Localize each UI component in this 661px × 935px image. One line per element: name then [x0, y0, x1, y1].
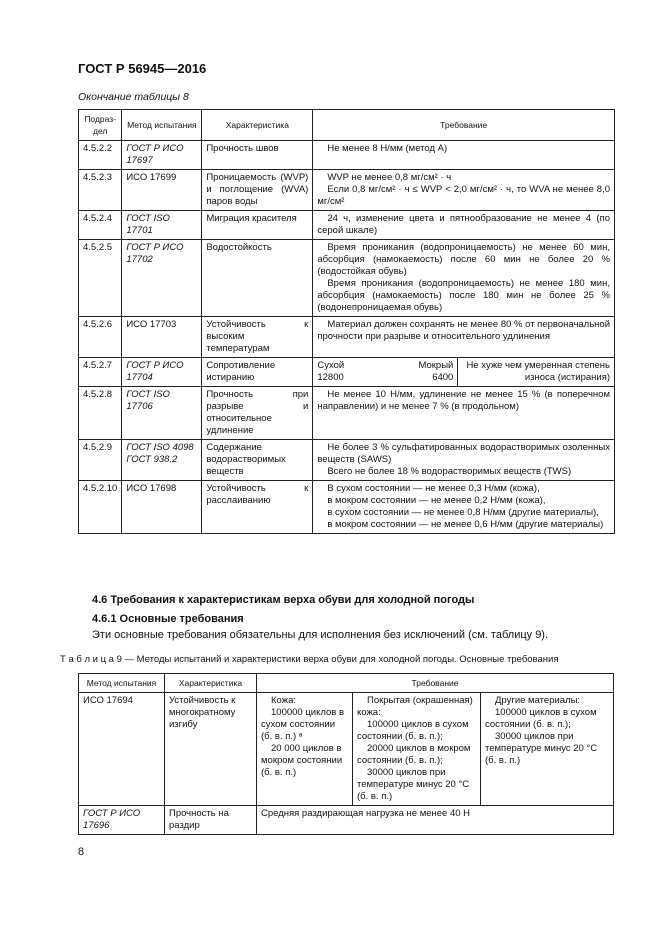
header-requirement: Требование [313, 110, 615, 141]
section-paragraph: Эти основные требования обязательны для исполнения без исключений (см. таблицу 9). [92, 629, 549, 641]
requirement-line: WVP не менее 0,8 мг/см² · ч [327, 172, 452, 183]
wet-label: Мокрый [418, 360, 454, 371]
table-9 [78, 673, 614, 835]
requirement-line: 100000 циклов в сухом состоянии (б. в. п.) ᵃ [261, 707, 345, 742]
abrasion-numbers [317, 372, 453, 384]
t9-header-requirement: Требование [257, 674, 614, 693]
row-characteristic: Проницаемость (WVP) и поглощение (WVA) паров воды [202, 170, 313, 211]
row-requirement [313, 141, 615, 170]
requirement-line: Время проникания (водопроницаемость) не менее 180 мин, абсорбция (намокаемость) после 180 мин не более 25 % (водонепроницаемая обувь) [317, 278, 610, 313]
row-section: 4.5.2.2 [79, 141, 122, 170]
table-row [79, 806, 614, 835]
requirement-line: 30000 циклов при температуре минус 20 °С (б. в. п.) [485, 731, 598, 766]
requirement-line: 100000 циклов в сухом состоянии (б. в. п.); [357, 719, 469, 742]
row-requirement [313, 481, 615, 534]
row-characteristic: Содержание водорастворимых веществ [202, 440, 313, 481]
table-row [79, 481, 615, 534]
table-row [79, 211, 615, 240]
requirement-line: Не менее 10 Н/мм, удлинение не менее 15 % (в поперечном направлении) и не менее 7 % (в продольном) [317, 389, 610, 412]
requirement-line: Не более 3 % сульфатированных водорастворимых озоленных веществ (SAWS) [317, 442, 610, 465]
table-row [79, 141, 615, 170]
table9-header-row [79, 674, 614, 693]
t9-header-method: Метод испытания [79, 674, 165, 693]
requirement-line: Время проникания (водопроницаемость) не менее 60 мин, абсорбция (намокаемость) после 60 мин не более 20 % (водостойкая обувь) [317, 242, 610, 277]
t9-col-coated-leather [353, 693, 481, 806]
table-row [79, 387, 615, 440]
row-section: 4.5.2.7 [79, 358, 122, 387]
requirement-line: Не менее 8 Н/мм (метод А) [327, 143, 448, 154]
table8-caption: Окончание таблицы 8 [78, 91, 189, 103]
row-section: 4.5.2.3 [79, 170, 122, 211]
dry-value: 12800 [317, 372, 344, 383]
abrasion-grid [313, 358, 614, 386]
row-characteristic: Прочность при разрыве и относительное удлинение [202, 387, 313, 440]
t9-characteristic: Устойчивость к многократному изгибу [165, 693, 257, 806]
t9-method: ИСО 17694 [79, 693, 165, 806]
table-row [79, 358, 615, 387]
row-section: 4.5.2.9 [79, 440, 122, 481]
table-8 [78, 109, 615, 534]
section-title: 4.6 Требования к характеристикам верха обуви для холодной погоды [92, 594, 475, 606]
abrasion-note: Не хуже чем умеренная степень износа (истирания) [466, 360, 610, 383]
t9-col-other-materials [481, 693, 614, 806]
row-characteristic: Устойчивость к высоким температурам [202, 317, 313, 358]
abrasion-values [313, 358, 458, 386]
header-section: Подраз-дел [79, 110, 122, 141]
table-row [79, 440, 615, 481]
t9-characteristic: Прочность на раздир [165, 806, 257, 835]
requirement-line: в сухом состоянии — не менее 0,8 Н/мм (другие материалы), [327, 507, 599, 518]
requirement-line: Всего не более 18 % водорастворимых веществ (TWS) [327, 466, 572, 477]
row-characteristic: Прочность швов [202, 141, 313, 170]
row-method: ИСО 17699 [122, 170, 202, 211]
requirement-line: В сухом состоянии — не менее 0,3 Н/мм (кожа), [327, 483, 540, 494]
row-method: ГОСТ Р ИСО 17702 [122, 240, 202, 317]
requirement-line: Материал должен сохранять не менее 80 % от первоначальной прочности при разрыве и относительного удлинения [317, 319, 611, 342]
requirement-line: 100000 циклов в сухом состоянии (б. в. п.); [485, 707, 597, 730]
table-row [79, 240, 615, 317]
requirement-line: Если 0,8 мг/см² · ч ≤ WVP < 2,0 мг/см² · ч, то WVA не менее 8,0 мг/см² [317, 184, 610, 207]
row-section: 4.5.2.10 [79, 481, 122, 534]
requirement-line: в мокром состоянии — не менее 0,6 Н/мм (другие материалы) [327, 519, 604, 530]
row-section: 4.5.2.6 [79, 317, 122, 358]
row-method: ГОСТ ISO 17706 [122, 387, 202, 440]
row-method: ГОСТ ISO 17701 [122, 211, 202, 240]
t9-method: ГОСТ Р ИСО 17696 [79, 806, 165, 835]
requirement-line: в мокром состоянии — не менее 0,2 Н/мм (кожа), [327, 495, 546, 506]
row-requirement [313, 387, 615, 440]
row-method: ГОСТ Р ИСО 17704 [122, 358, 202, 387]
t9-requirement: Средняя раздирающая нагрузка не менее 40 Н [257, 806, 614, 835]
document-header: ГОСТ Р 56945—2016 [78, 61, 207, 76]
row-characteristic: Устойчивость к расслаиванию [202, 481, 313, 534]
row-requirement [313, 317, 615, 358]
row-requirement [313, 358, 615, 387]
row-requirement [313, 440, 615, 481]
row-requirement [313, 211, 615, 240]
table9-caption: Т а б л и ц а 9 — Методы испытаний и характеристики верха обуви для холодной погоды. Основные требования [60, 654, 559, 665]
table-row [79, 170, 615, 211]
row-requirement [313, 240, 615, 317]
t9-col-leather [257, 693, 353, 806]
row-section: 4.5.2.4 [79, 211, 122, 240]
t9-header-characteristic: Характеристика [165, 674, 257, 693]
row-method: ИСО 17698 [122, 481, 202, 534]
header-characteristic: Характеристика [202, 110, 313, 141]
requirement-line: Кожа: [271, 695, 296, 706]
requirement-line: Покрытая (окрашенная) кожа: [357, 695, 473, 718]
row-method: ГОСТ Р ИСО 17697 [122, 141, 202, 170]
requirement-line: 30000 циклов при температуре минус 20 °С (б. в. п.) [357, 767, 470, 802]
header-method: Метод испытания [122, 110, 202, 141]
requirement-line: Другие материалы: [495, 695, 581, 706]
page-number: 8 [78, 846, 85, 858]
row-method: ГОСТ ISO 4098 ГОСТ 938.2 [122, 440, 202, 481]
table-row [79, 693, 614, 806]
row-section: 4.5.2.8 [79, 387, 122, 440]
row-method: ИСО 17703 [122, 317, 202, 358]
requirement-line: 20 000 циклов в мокром состоянии (б. в. п.) [261, 743, 343, 778]
row-characteristic: Водостойкость [202, 240, 313, 317]
requirement-line: 24 ч, изменение цвета и пятнообразование не менее 4 (по серой шкале) [317, 213, 610, 236]
row-section: 4.5.2.5 [79, 240, 122, 317]
table-row [79, 317, 615, 358]
row-characteristic: Сопротивление истиранию [202, 358, 313, 387]
dry-label: Сухой [317, 360, 345, 371]
row-requirement [313, 170, 615, 211]
wet-value: 6400 [432, 372, 454, 383]
table8-header-row [79, 110, 615, 141]
row-characteristic: Миграция красителя [202, 211, 313, 240]
abrasion-labels [317, 360, 453, 372]
subsection-title: 4.6.1 Основные требования [92, 613, 244, 625]
requirement-line: 20000 циклов в мокром состоянии (б. в. п.); [357, 743, 471, 766]
